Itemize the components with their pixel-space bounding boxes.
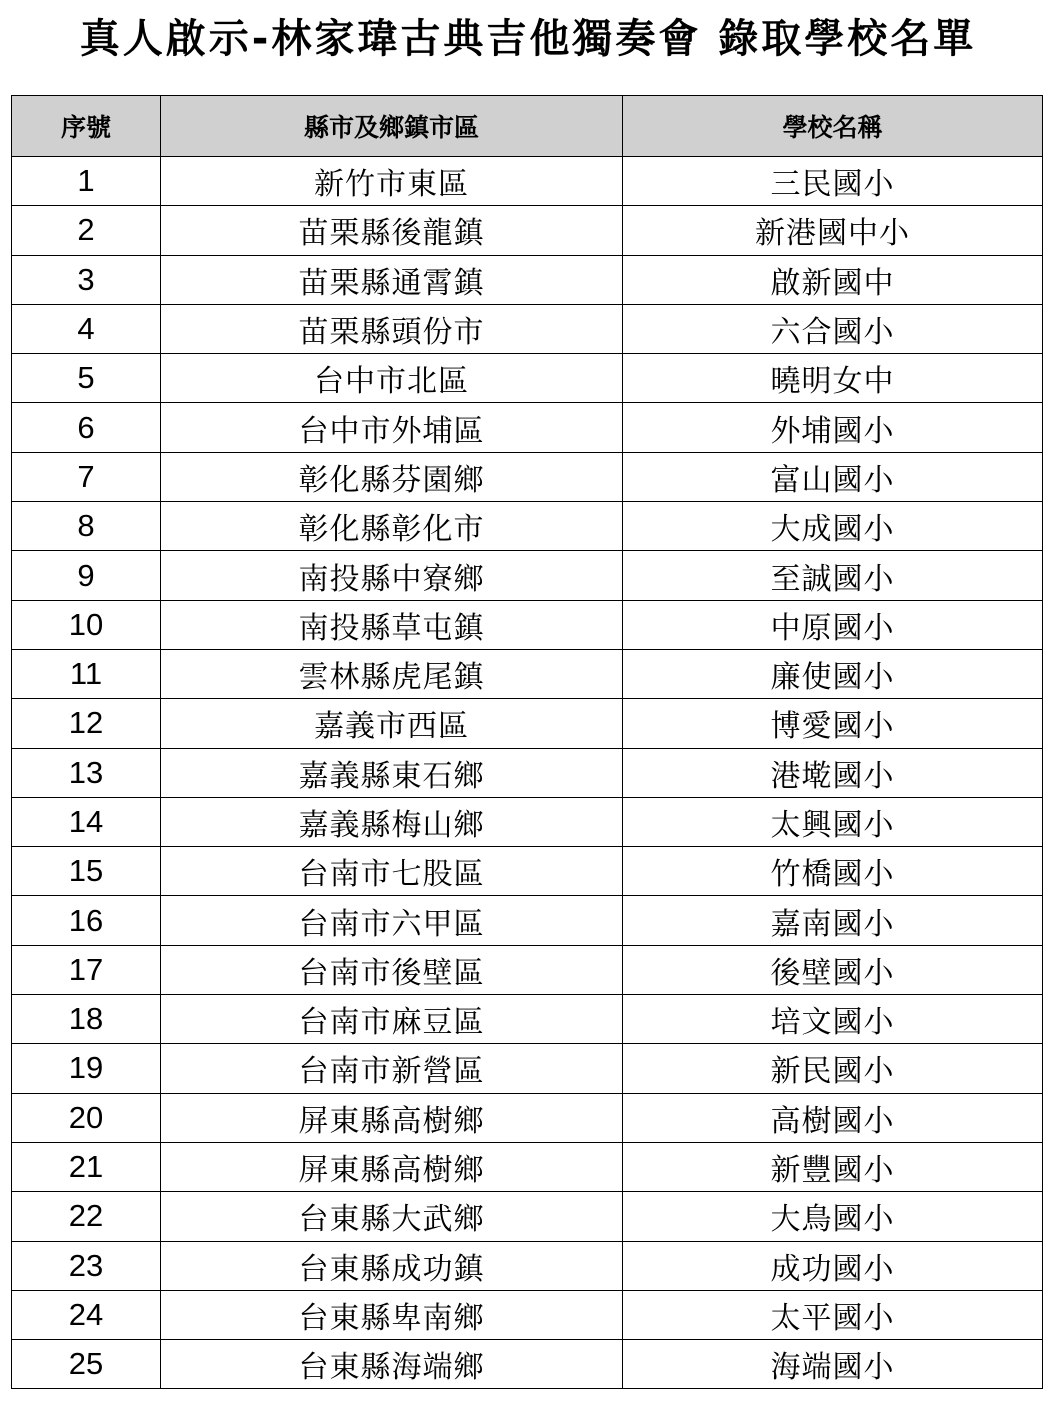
serial-number-cell: 17 xyxy=(12,945,161,994)
serial-number-cell: 22 xyxy=(12,1192,161,1241)
table-row xyxy=(12,1044,1043,1093)
school-name-cell: 新豐國小 xyxy=(623,1142,1043,1191)
table-row xyxy=(12,1192,1043,1241)
table-row xyxy=(12,995,1043,1044)
table-row xyxy=(12,354,1043,403)
table-header xyxy=(12,96,1043,157)
school-name-cell: 大成國小 xyxy=(623,502,1043,551)
table-row xyxy=(12,600,1043,649)
table-row xyxy=(12,403,1043,452)
area-cell: 南投縣草屯鎮 xyxy=(161,600,623,649)
header-serial: 序號 xyxy=(12,96,161,157)
school-name-cell: 曉明女中 xyxy=(623,354,1043,403)
school-name-cell: 嘉南國小 xyxy=(623,896,1043,945)
serial-number-cell: 21 xyxy=(12,1142,161,1191)
area-cell: 雲林縣虎尾鎮 xyxy=(161,649,623,698)
school-name-cell: 高樹國小 xyxy=(623,1093,1043,1142)
school-name-cell: 富山國小 xyxy=(623,452,1043,501)
area-cell: 台中市北區 xyxy=(161,354,623,403)
serial-number-cell: 8 xyxy=(12,502,161,551)
header-school: 學校名稱 xyxy=(623,96,1043,157)
school-name-cell: 外埔國小 xyxy=(623,403,1043,452)
serial-number-cell: 9 xyxy=(12,551,161,600)
serial-number-cell: 7 xyxy=(12,452,161,501)
table-row xyxy=(12,206,1043,255)
table-row xyxy=(12,1241,1043,1290)
area-cell: 台東縣海端鄉 xyxy=(161,1340,623,1389)
table-row xyxy=(12,1093,1043,1142)
school-list-table xyxy=(11,95,1043,1389)
area-cell: 苗栗縣後龍鎮 xyxy=(161,206,623,255)
area-cell: 台東縣大武鄉 xyxy=(161,1192,623,1241)
serial-number-cell: 1 xyxy=(12,157,161,206)
document-title: 真人啟示-林家瑋古典吉他獨奏會 錄取學校名單 xyxy=(79,16,977,62)
serial-number-cell: 14 xyxy=(12,797,161,846)
serial-number-cell: 25 xyxy=(12,1340,161,1389)
area-cell: 台南市六甲區 xyxy=(161,896,623,945)
serial-number-cell: 4 xyxy=(12,304,161,353)
table-row xyxy=(12,304,1043,353)
school-name-cell: 太平國小 xyxy=(623,1290,1043,1339)
area-cell: 嘉義市西區 xyxy=(161,699,623,748)
school-name-cell: 三民國小 xyxy=(623,157,1043,206)
table-row xyxy=(12,502,1043,551)
header-area: 縣市及鄉鎮市區 xyxy=(161,96,623,157)
school-name-cell: 大鳥國小 xyxy=(623,1192,1043,1241)
area-cell: 台中市外埔區 xyxy=(161,403,623,452)
table-row xyxy=(12,1290,1043,1339)
school-name-cell: 六合國小 xyxy=(623,304,1043,353)
table-row xyxy=(12,255,1043,304)
table-row xyxy=(12,1340,1043,1389)
table-body xyxy=(12,157,1043,1389)
area-cell: 嘉義縣東石鄉 xyxy=(161,748,623,797)
school-name-cell: 博愛國小 xyxy=(623,699,1043,748)
table-row xyxy=(12,896,1043,945)
table-row xyxy=(12,1142,1043,1191)
table-row xyxy=(12,157,1043,206)
school-name-cell: 廉使國小 xyxy=(623,649,1043,698)
serial-number-cell: 23 xyxy=(12,1241,161,1290)
area-cell: 屏東縣高樹鄉 xyxy=(161,1142,623,1191)
serial-number-cell: 6 xyxy=(12,403,161,452)
serial-number-cell: 20 xyxy=(12,1093,161,1142)
serial-number-cell: 5 xyxy=(12,354,161,403)
area-cell: 苗栗縣通霄鎮 xyxy=(161,255,623,304)
serial-number-cell: 16 xyxy=(12,896,161,945)
school-name-cell: 港墘國小 xyxy=(623,748,1043,797)
school-name-cell: 新港國中小 xyxy=(623,206,1043,255)
area-cell: 彰化縣彰化市 xyxy=(161,502,623,551)
serial-number-cell: 2 xyxy=(12,206,161,255)
school-name-cell: 太興國小 xyxy=(623,797,1043,846)
area-cell: 台東縣成功鎮 xyxy=(161,1241,623,1290)
serial-number-cell: 13 xyxy=(12,748,161,797)
table-row xyxy=(12,847,1043,896)
serial-number-cell: 18 xyxy=(12,995,161,1044)
table-row xyxy=(12,797,1043,846)
area-cell: 嘉義縣梅山鄉 xyxy=(161,797,623,846)
table-row xyxy=(12,699,1043,748)
serial-number-cell: 10 xyxy=(12,600,161,649)
area-cell: 台南市七股區 xyxy=(161,847,623,896)
school-name-cell: 新民國小 xyxy=(623,1044,1043,1093)
school-name-cell: 啟新國中 xyxy=(623,255,1043,304)
school-name-cell: 後壁國小 xyxy=(623,945,1043,994)
serial-number-cell: 3 xyxy=(12,255,161,304)
header-row xyxy=(12,96,1043,157)
area-cell: 新竹市東區 xyxy=(161,157,623,206)
school-name-cell: 海端國小 xyxy=(623,1340,1043,1389)
serial-number-cell: 11 xyxy=(12,649,161,698)
school-name-cell: 培文國小 xyxy=(623,995,1043,1044)
table-row xyxy=(12,649,1043,698)
area-cell: 苗栗縣頭份市 xyxy=(161,304,623,353)
serial-number-cell: 12 xyxy=(12,699,161,748)
table-row xyxy=(12,748,1043,797)
area-cell: 台南市後壁區 xyxy=(161,945,623,994)
school-name-cell: 中原國小 xyxy=(623,600,1043,649)
area-cell: 南投縣中寮鄉 xyxy=(161,551,623,600)
school-name-cell: 成功國小 xyxy=(623,1241,1043,1290)
serial-number-cell: 19 xyxy=(12,1044,161,1093)
table-row xyxy=(12,945,1043,994)
area-cell: 台東縣卑南鄉 xyxy=(161,1290,623,1339)
area-cell: 彰化縣芬園鄉 xyxy=(161,452,623,501)
table-row xyxy=(12,452,1043,501)
area-cell: 屏東縣高樹鄉 xyxy=(161,1093,623,1142)
area-cell: 台南市麻豆區 xyxy=(161,995,623,1044)
school-name-cell: 至誠國小 xyxy=(623,551,1043,600)
table-row xyxy=(12,551,1043,600)
serial-number-cell: 15 xyxy=(12,847,161,896)
school-name-cell: 竹橋國小 xyxy=(623,847,1043,896)
serial-number-cell: 24 xyxy=(12,1290,161,1339)
area-cell: 台南市新營區 xyxy=(161,1044,623,1093)
